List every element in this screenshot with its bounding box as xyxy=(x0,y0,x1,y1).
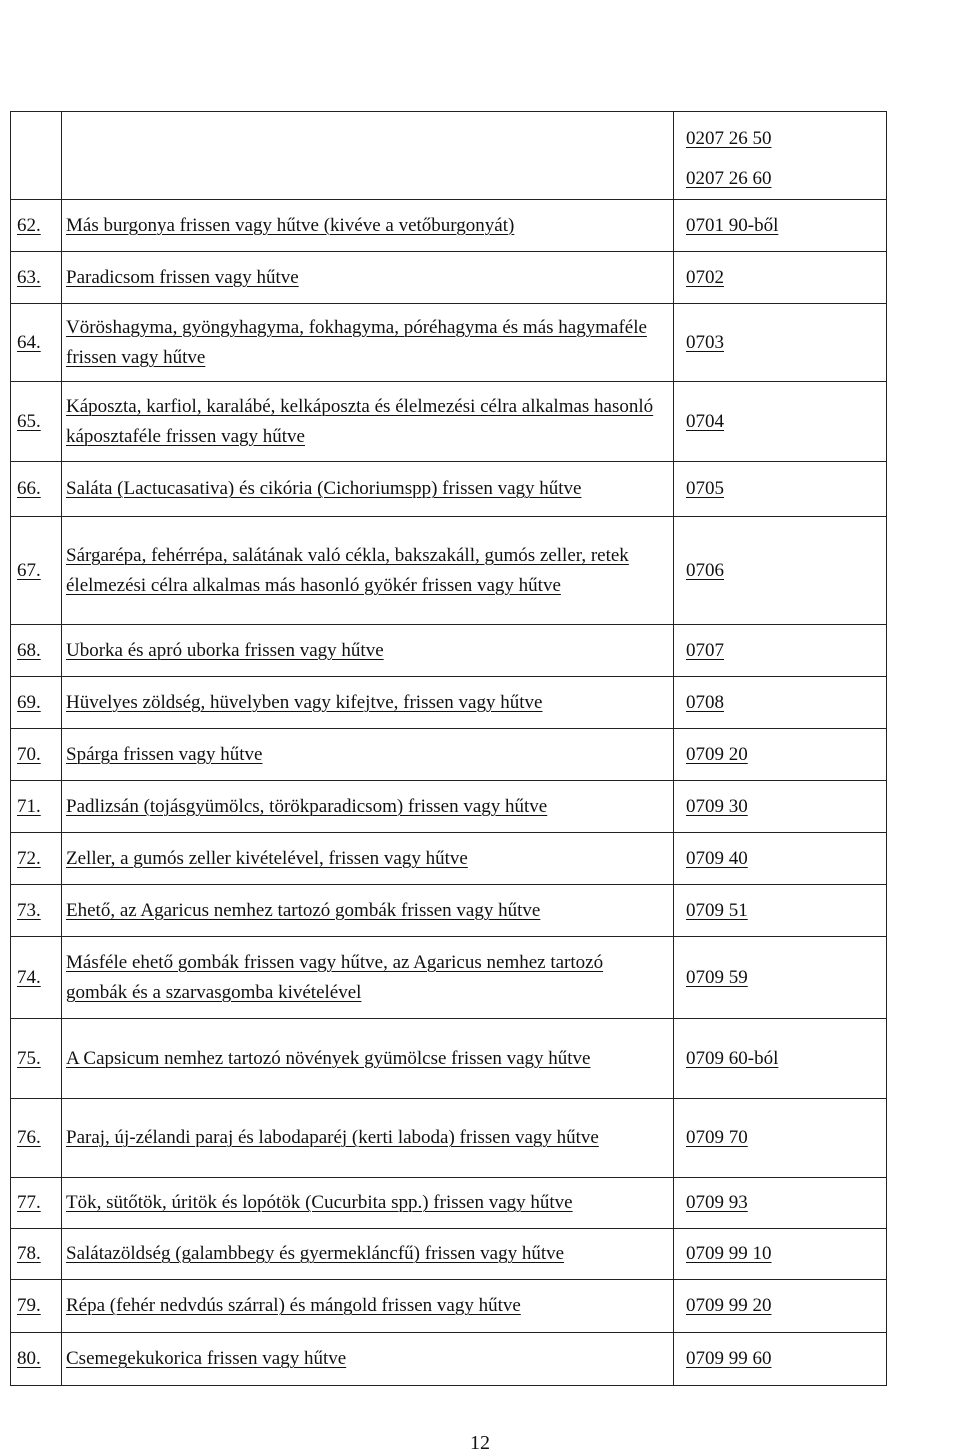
row-number: 63. xyxy=(11,252,62,304)
row-code: 0702 xyxy=(674,252,887,304)
row-number-cell xyxy=(11,112,62,200)
row-description-cell xyxy=(62,112,674,200)
table-row xyxy=(11,1178,887,1229)
row-code: 0709 99 10 xyxy=(674,1229,887,1280)
row-code: 0709 20 xyxy=(674,729,887,781)
row-code: 0707 xyxy=(674,625,887,677)
table-row xyxy=(11,729,887,781)
table-row xyxy=(11,1019,887,1099)
row-description: Másféle ehető gombák frissen vagy hűtve, az Agaricus nemhez tartozó gombák és a szarvasgomba kivételével xyxy=(62,937,674,1019)
row-code: 0709 99 60 xyxy=(674,1333,887,1386)
row-description: Salátazöldség (galambbegy és gyermekláncfű) frissen vagy hűtve xyxy=(62,1229,674,1280)
table-row xyxy=(11,382,887,462)
row-code: 0703 xyxy=(674,304,887,382)
row-number: 66. xyxy=(11,462,62,517)
row-description: Más burgonya frissen vagy hűtve (kivéve a vetőburgonyát) xyxy=(62,200,674,252)
table-row xyxy=(11,1229,887,1280)
row-code: 0704 xyxy=(674,382,887,462)
row-description: Csemegekukorica frissen vagy hűtve xyxy=(62,1333,674,1386)
row-description: Zeller, a gumós zeller kivételével, frissen vagy hűtve xyxy=(62,833,674,885)
row-description: Vöröshagyma, gyöngyhagyma, fokhagyma, póréhagyma és más hagymaféle frissen vagy hűtve xyxy=(62,304,674,382)
code-text: 0207 26 50 xyxy=(686,128,772,149)
row-code: 0709 99 20 xyxy=(674,1280,887,1333)
row-code: 0709 30 xyxy=(674,781,887,833)
row-number: 72. xyxy=(11,833,62,885)
row-description: Hüvelyes zöldség, hüvelyben vagy kifejtve, frissen vagy hűtve xyxy=(62,677,674,729)
row-number: 67. xyxy=(11,517,62,625)
row-description: Tök, sütőtök, úritök és lopótök (Cucurbita spp.) frissen vagy hűtve xyxy=(62,1178,674,1229)
table-row xyxy=(11,200,887,252)
table-row xyxy=(11,1280,887,1333)
table-row xyxy=(11,885,887,937)
row-number: 74. xyxy=(11,937,62,1019)
row-number: 75. xyxy=(11,1019,62,1099)
row-description: Káposzta, karfiol, karalábé, kelkáposzta és élelmezési célra alkalmas hasonló káposztaféle frissen vagy hűtve xyxy=(62,382,674,462)
row-code: 0708 xyxy=(674,677,887,729)
row-description: Ehető, az Agaricus nemhez tartozó gombák frissen vagy hűtve xyxy=(62,885,674,937)
row-number: 76. xyxy=(11,1099,62,1178)
table-row xyxy=(11,833,887,885)
code-text: 0207 26 60 xyxy=(686,168,772,189)
table-row xyxy=(11,781,887,833)
row-number: 70. xyxy=(11,729,62,781)
table-row xyxy=(11,252,887,304)
row-code: 0709 70 xyxy=(674,1099,887,1178)
row-number: 68. xyxy=(11,625,62,677)
row-number: 78. xyxy=(11,1229,62,1280)
row-description: A Capsicum nemhez tartozó növények gyümölcse frissen vagy hűtve xyxy=(62,1019,674,1099)
row-description: Paraj, új-zélandi paraj és labodaparéj (kerti laboda) frissen vagy hűtve xyxy=(62,1099,674,1178)
row-code: 0706 xyxy=(674,517,887,625)
table-row xyxy=(11,937,887,1019)
table-row xyxy=(11,517,887,625)
table-row-header-codes xyxy=(11,112,887,200)
table-row xyxy=(11,1333,887,1386)
row-number: 79. xyxy=(11,1280,62,1333)
row-number: 73. xyxy=(11,885,62,937)
row-description: Spárga frissen vagy hűtve xyxy=(62,729,674,781)
row-code: 0701 90-ből xyxy=(674,200,887,252)
row-number: 77. xyxy=(11,1178,62,1229)
row-number: 69. xyxy=(11,677,62,729)
row-code: 0705 xyxy=(674,462,887,517)
row-description: Padlizsán (tojásgyümölcs, törökparadicsom) frissen vagy hűtve xyxy=(62,781,674,833)
row-code: 0709 59 xyxy=(674,937,887,1019)
page-number: 12 xyxy=(470,1432,490,1454)
table-row xyxy=(11,462,887,517)
table-row xyxy=(11,304,887,382)
row-code: 0709 40 xyxy=(674,833,887,885)
row-number: 80. xyxy=(11,1333,62,1386)
row-number: 65. xyxy=(11,382,62,462)
row-number: 64. xyxy=(11,304,62,382)
table-row xyxy=(11,1099,887,1178)
row-description: Paradicsom frissen vagy hűtve xyxy=(62,252,674,304)
row-description: Uborka és apró uborka frissen vagy hűtve xyxy=(62,625,674,677)
row-description: Saláta (Lactucasativa) és cikória (Cichoriumspp) frissen vagy hűtve xyxy=(62,462,674,517)
table-row xyxy=(11,625,887,677)
row-description: Répa (fehér nedvdús szárral) és mángold frissen vagy hűtve xyxy=(62,1280,674,1333)
row-number: 71. xyxy=(11,781,62,833)
row-code-cell xyxy=(674,112,887,200)
row-number: 62. xyxy=(11,200,62,252)
row-code: 0709 60-ból xyxy=(674,1019,887,1099)
row-code: 0709 51 xyxy=(674,885,887,937)
table-row xyxy=(11,677,887,729)
row-code: 0709 93 xyxy=(674,1178,887,1229)
row-description: Sárgarépa, fehérrépa, salátának való cékla, bakszakáll, gumós zeller, retek élelmezési célra alkalmas más hasonló gyökér frissen vagy hűtve xyxy=(62,517,674,625)
tariff-table xyxy=(10,111,887,1386)
